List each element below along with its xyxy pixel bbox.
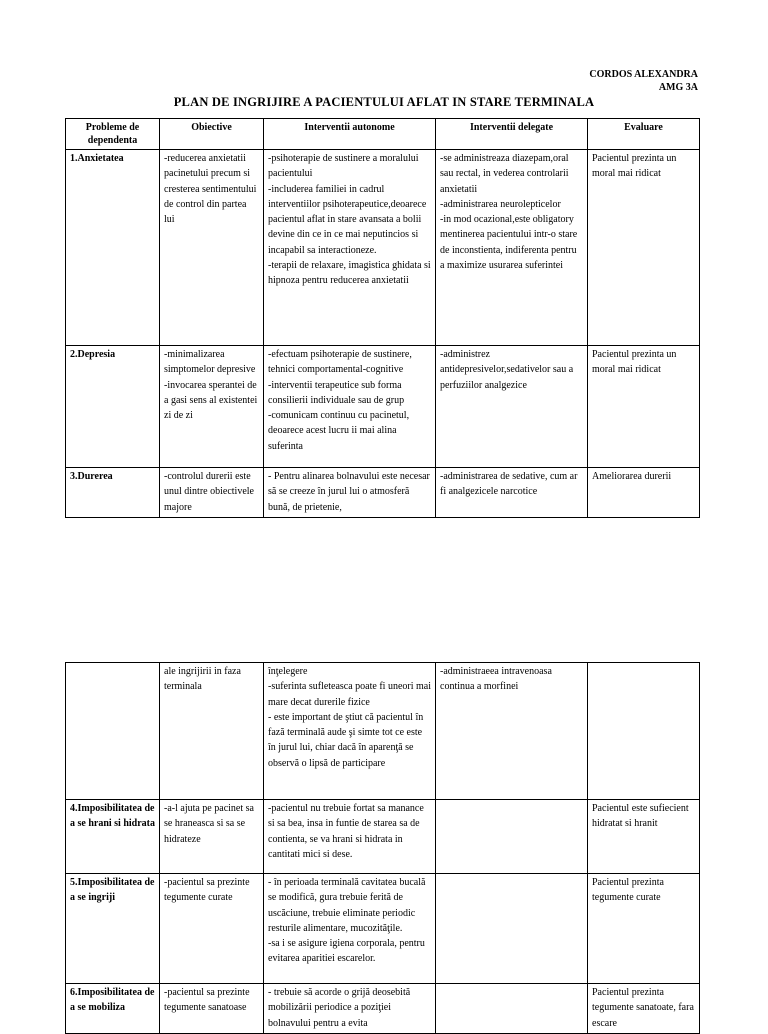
evaluation-cell: Pacientul este sufiecient hidratat si hranit: [588, 800, 700, 874]
author-name: CORDOS ALEXANDRA: [589, 69, 698, 80]
autonomous-cell: -pacientul nu trebuie fortat sa manance si sa bea, insa in funtie de starea sa de contienta, se va hrani si hidrata in cantitati mici si dese.: [264, 800, 436, 874]
delegated-cell: -administraeea intravenoasa continua a morfinei: [436, 663, 588, 800]
objective-cell: -minimalizarea simptomelor depresive -invocarea sperantei de a gasi sens al existentei zi de zi: [160, 346, 264, 468]
evaluation-cell: Pacientul prezinta un moral mai ridicat: [588, 150, 700, 346]
author-block: [589, 68, 698, 94]
table-row: [66, 874, 700, 984]
problem-cell: 3.Durerea: [66, 468, 160, 518]
header-objectives: Obiective: [160, 119, 264, 150]
autonomous-cell: înţelegere -suferinta sufleteasca poate fi uneori mai mare decat durerile fizice - este important de ştiut că pacientul în fază terminală aude şi simte tot ce este în jurul lui, chiar dacă în aparenţă se observă o lipsă de participare: [264, 663, 436, 800]
problem-cell: [66, 663, 160, 800]
document-title: PLAN DE INGRIJIRE A PACIENTULUI AFLAT IN STARE TERMINALA: [173, 95, 595, 109]
evaluation-cell: Ameliorarea durerii: [588, 468, 700, 518]
delegated-cell: [436, 800, 588, 874]
header-delegated: Interventii delegate: [436, 119, 588, 150]
header-problems: Probleme de dependenta: [66, 119, 160, 150]
header-autonomous: Interventii autonome: [264, 119, 436, 150]
problem-cell: 4.Imposibilitatea de a se hrani si hidrata: [66, 800, 160, 874]
delegated-cell: [436, 874, 588, 984]
problem-cell: 5.Imposibilitatea de a se ingriji: [66, 874, 160, 984]
objective-cell: ale ingrijirii in faza terminala: [160, 663, 264, 800]
objective-cell: -pacientul sa prezinte tegumente curate: [160, 874, 264, 984]
table-row: [66, 468, 700, 518]
evaluation-cell: Pacientul prezinta tegumente curate: [588, 874, 700, 984]
care-plan-table-page1: [65, 118, 700, 518]
autonomous-cell: - trebuie să acorde o grijă deosebită mobilizării periodice a poziţiei bolnavului pentru a evita: [264, 984, 436, 1034]
delegated-cell: -administrarea de sedative, cum ar fi analgezicele narcotice: [436, 468, 588, 518]
evaluation-cell: Pacientul prezinta un moral mai ridicat: [588, 346, 700, 468]
autonomous-cell: - în perioada terminală cavitatea bucală se modifică, gura trebuie ferită de uscăciune, trebuie eliminate periodic resturile alimentare, mucozităţile. -sa i se asigure igiena corporala, pentru evitarea aparitiei escarelor.: [264, 874, 436, 984]
problem-cell: 2.Depresia: [66, 346, 160, 468]
autonomous-cell: -efectuam psihoterapie de sustinere, tehnici comportamental-cognitive -interventii terapeutice sub forma consilierii individuale sau de grup -comunicam continuu cu pacinetul, deoarece acest lucru ii mai alina suferinta: [264, 346, 436, 468]
table-row: [66, 984, 700, 1034]
delegated-cell: -administrez antidepresivelor,sedativelor sau a perfuziilor analgezice: [436, 346, 588, 468]
author-group: AMG 3A: [658, 82, 698, 93]
table-row: [66, 346, 700, 468]
problem-cell: 6.Imposibilitatea de a se mobiliza: [66, 984, 160, 1034]
objective-cell: -controlul durerii este unul dintre obiectivele majore: [160, 468, 264, 518]
autonomous-cell: -psihoterapie de sustinere a moralului pacientului -includerea familiei in cadrul interventiilor psihoterapeutice,deoarece pacientul aflat in stare avansata a bolii devine din ce in ce mai neputincios si incapabil sa interactioneze. -terapii de relaxare, imagistica ghidata si hipnoza pentru reducerea anxietatii: [264, 150, 436, 346]
table-row: [66, 150, 700, 346]
delegated-cell: [436, 984, 588, 1034]
table-header-row: [66, 119, 700, 150]
problem-cell: 1.Anxietatea: [66, 150, 160, 346]
care-plan-table-page2: [65, 662, 700, 1034]
delegated-cell: -se administreaza diazepam,oral sau rectal, in vederea controlarii anxietatii -administrarea neurolepticelor -in mod ocazional,este obligatory mentinerea pacientului intr-o stare de inconstienta, indiferenta pentru a maximize usurarea suferintei: [436, 150, 588, 346]
objective-cell: -pacientul sa prezinte tegumente sanatoase: [160, 984, 264, 1034]
table-row: [66, 800, 700, 874]
table-row: [66, 663, 700, 800]
autonomous-cell: - Pentru alinarea bolnavului este necesar să se creeze în jurul lui o atmosferă bună, de prietenie,: [264, 468, 436, 518]
evaluation-cell: Pacientul prezinta tegumente sanatoate, fara escare: [588, 984, 700, 1034]
objective-cell: -a-l ajuta pe pacinet sa se hraneasca si sa se hidrateze: [160, 800, 264, 874]
objective-cell: -reducerea anxietatii pacinetului precum si cresterea sentimentului de control din partea lui: [160, 150, 264, 346]
evaluation-cell: [588, 663, 700, 800]
header-evaluation: Evaluare: [588, 119, 700, 150]
